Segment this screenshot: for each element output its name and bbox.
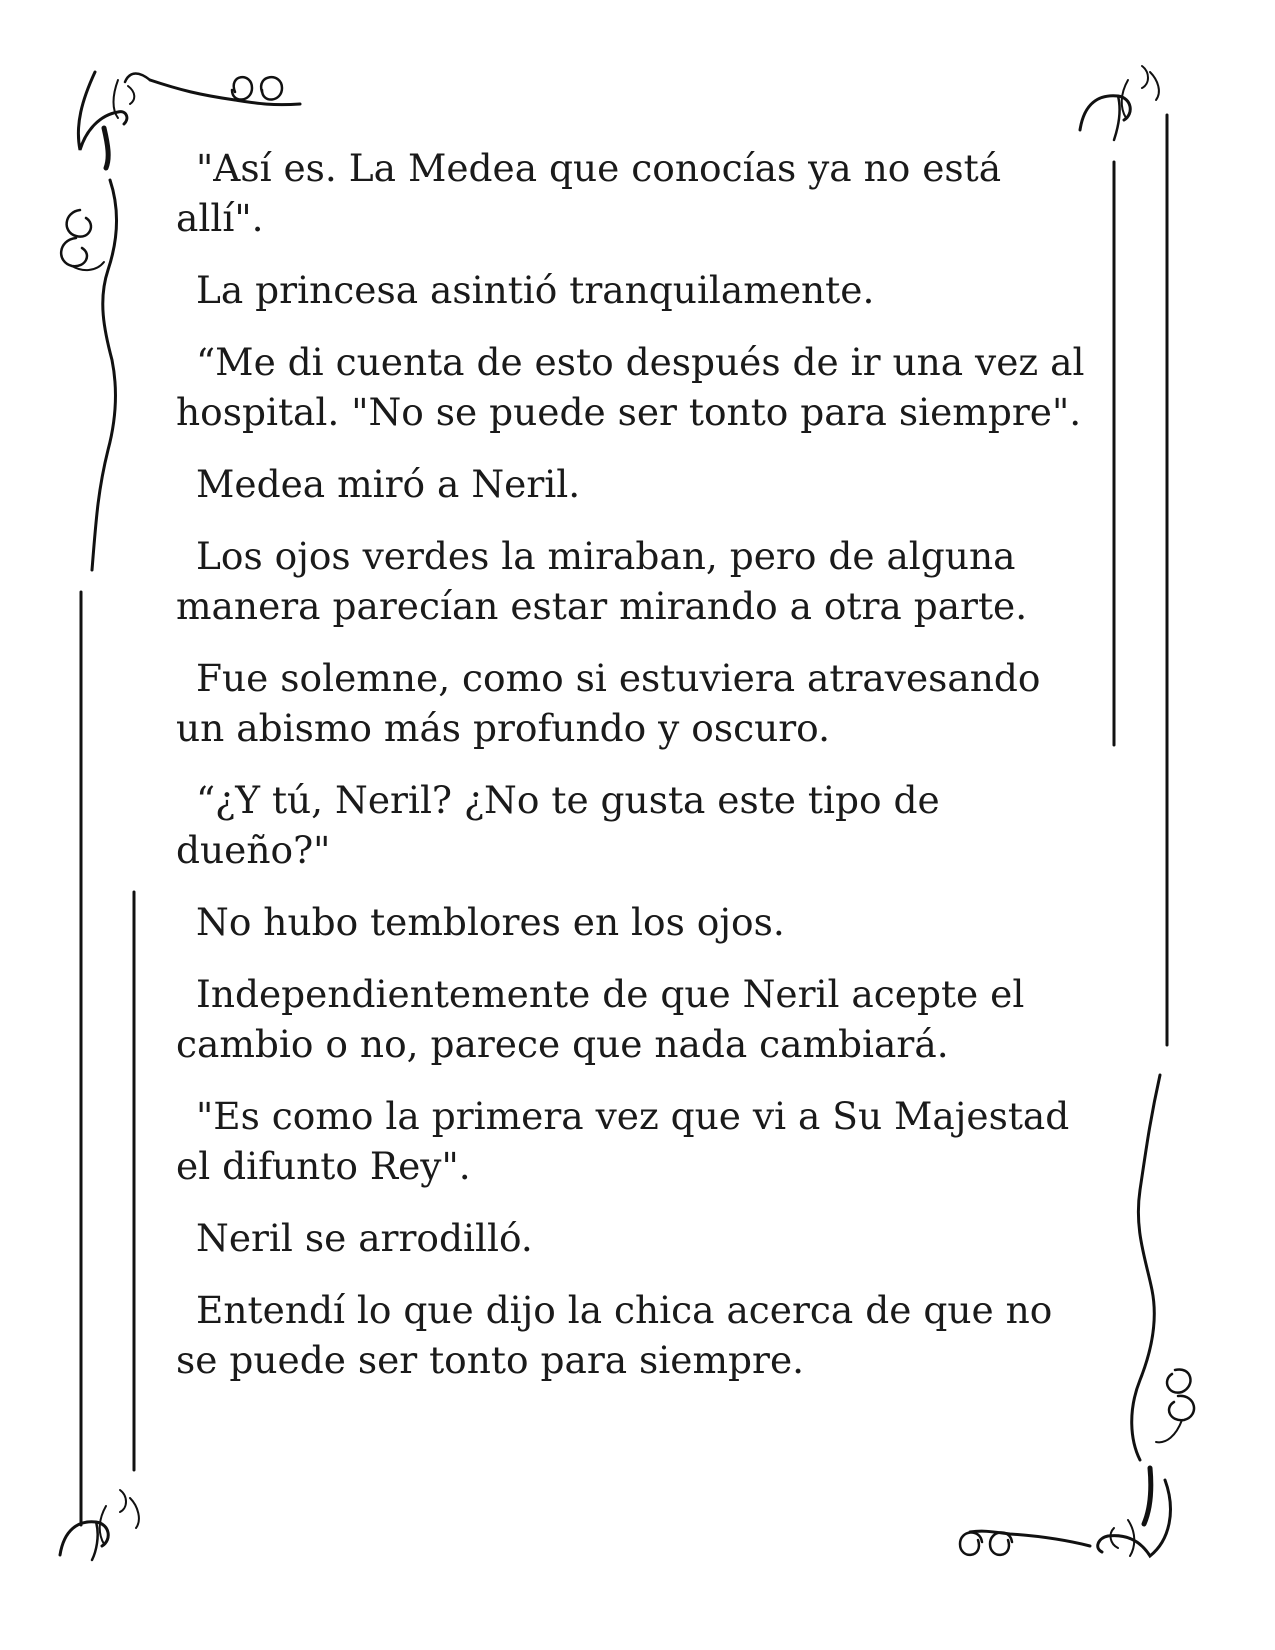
paragraph: Independientemente de que Neril acepte el cambio o no, parece que nada cambiará. — [176, 972, 1025, 1066]
paragraph: “Me di cuenta de esto después de ir una vez al hospital. "No se puede ser tonto para siempre". — [176, 340, 1085, 434]
paragraph: Neril se arrodilló. — [196, 1216, 533, 1260]
paragraph: Los ojos verdes la miraban, pero de alguna manera parecían estar mirando a otra parte. — [176, 534, 1028, 628]
paragraph: “¿Y tú, Neril? ¿No te gusta este tipo de dueño?" — [176, 778, 940, 872]
paragraph: Entendí lo que dijo la chica acerca de que no se puede ser tonto para siempre. — [176, 1288, 1053, 1382]
paragraph: Fue solemne, como si estuviera atravesando un abismo más profundo y oscuro. — [176, 656, 1041, 750]
paragraph: "Así es. La Medea que conocías ya no está allí". — [176, 146, 1002, 240]
bottom-left-flourish-ornament — [60, 1490, 139, 1560]
paragraph: No hubo temblores en los ojos. — [196, 900, 785, 944]
top-right-flourish-ornament — [1080, 66, 1159, 140]
paragraph: Medea miró a Neril. — [196, 462, 581, 506]
paragraph: "Es como la primera vez que vi a Su Majestad el difunto Rey". — [176, 1094, 1070, 1188]
paragraph: La princesa asintió tranquilamente. — [196, 268, 875, 312]
story-text — [176, 143, 1096, 1407]
